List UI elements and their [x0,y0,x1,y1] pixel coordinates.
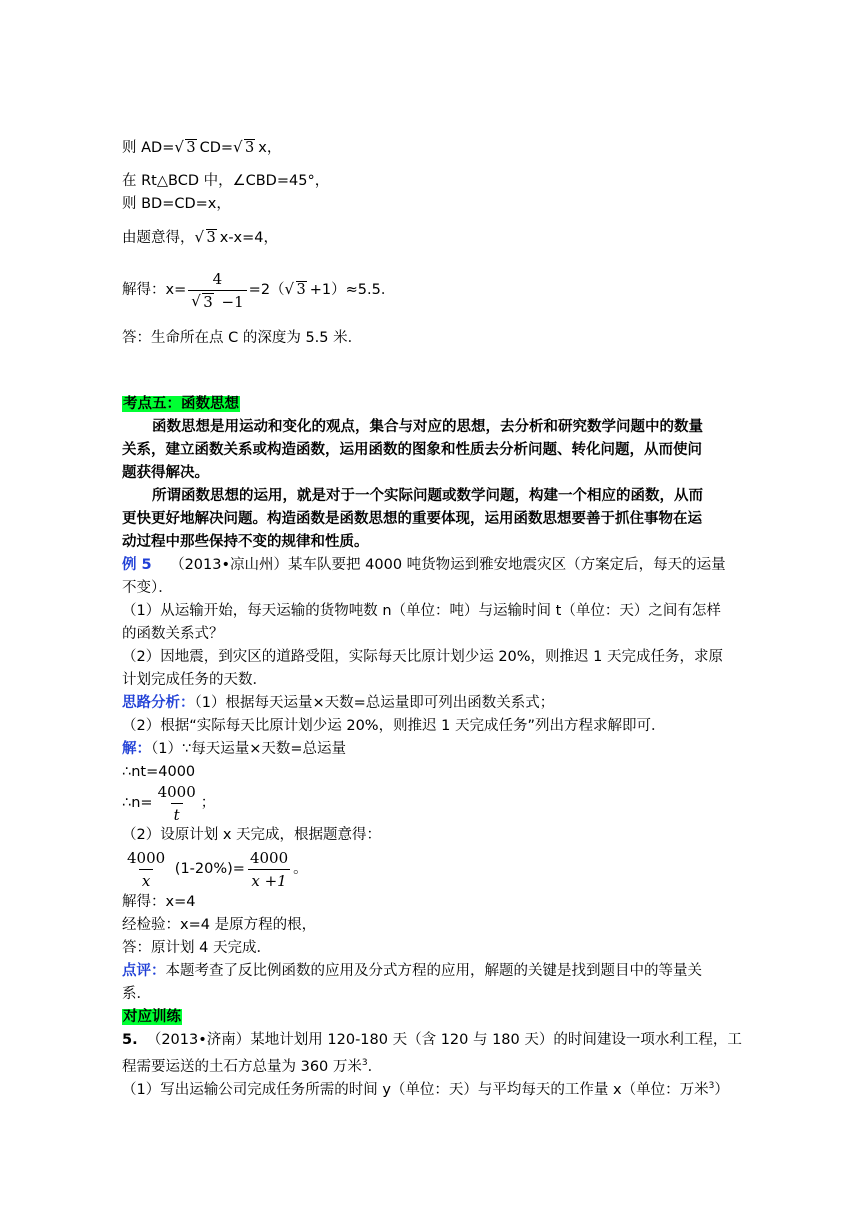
solution-answer-ex5: 答：原计划 4 天完成． [122,940,271,956]
fraction: $\frac{4000}{x +1}$ [249,848,289,890]
solution-label-line: 解：（1）∵每天运量×天数=总运量 [122,741,346,757]
example-stem-line2: 不变）． [122,580,173,596]
section-heading: 考点五：函数思想 [123,396,239,412]
solution-check: 经检验：x=4 是原方程的根， [122,917,317,933]
sqrt-3: √ 3 [174,138,196,158]
training-problem-line2: 程需要运送的土石方总量为 360 万米$^3$． [122,1058,383,1075]
sqrt-3: √ 3 [233,138,255,158]
solution-x4: 解得：x=4 [122,894,196,910]
solution-line-result: 解得：x= 4 √ 3 −1 =2（√ 3 +1）≈5.5． [122,267,395,313]
solution-nt: ∴nt=4000 [122,764,196,780]
analysis-line2: （2）根据“实际每天比原计划少运 20%，则推迟 1 天完成任务”列出方程求解即可． [122,718,666,734]
solution-line-bd: 则 BD=CD=x， [122,196,231,212]
training-heading: 对应训练 [123,1009,181,1025]
comment-line1: 点评：本题考查了反比例函数的应用及分式方程的应用，解题的关键是找到题目中的等量关 [122,963,702,979]
section-para2-line1: 所谓函数思想的运用，就是对于一个实际问题或数学问题，构建一个相应的函数，从而 [152,488,703,504]
fraction: $\frac{4000}{t}$ [157,782,196,824]
section-para1-line2: 关系，建立函数关系或构造函数，运用函数的图象和性质去分析问题、转化问题，从而使问 [122,442,702,458]
training-q1-line1: （1）写出运输公司完成任务所需的时间 y（单位：天）与平均每天的工作量 x（单位：万米$^3$） [122,1081,729,1098]
comment-line2: 系． [122,986,151,1002]
example-q1-line2: 的函数关系式？ [122,626,224,642]
section-para2-line3: 动过程中那些保持不变的规律和性质。 [122,534,369,550]
solution-part2-intro: （2）设原计划 x 天完成，根据题意得： [122,827,382,843]
solution-line-equation: 由题意得，√ 3 x-x=4， [122,228,278,248]
solution-n-fraction: ∴n= $\frac{4000}{t}$ ； [122,782,216,824]
section-para1-line1: 函数思想是用运动和变化的观点，集合与对应的思想，去分析和研究数学问题中的数量 [152,419,703,435]
solution-line-ad: 则 AD=√ 3 CD=√ 3 x， [122,138,281,158]
example-stem-line1: 例 5 （2013•凉山州）某车队要把 4000 吨货物运到雅安地震灾区（方案定后，每天的运量 [122,557,726,573]
analysis-line1: 思路分析：（1）根据每天运量×天数=总运量即可列出函数关系式； [122,695,555,711]
fraction: $\frac{4000}{x}$ [127,848,166,890]
solution-answer: 答：生命所在点 C 的深度为 5.5 米． [122,330,363,346]
example-q1-line1: （1）从运输开始，每天运输的货物吨数 n（单位：吨）与运输时间 t（单位：天）之间有怎样 [122,603,721,619]
section-para1-line3: 题获得解决。 [122,465,209,481]
training-problem-line1: 5. （2013•济南）某地计划用 120-180 天（含 120 与 180 天）的时间建设一项水利工程，工 [122,1032,742,1048]
example-q2-line2: 计划完成任务的天数． [122,672,267,688]
sqrt-3: √ 3 [285,267,307,313]
solution-equation: $\frac{4000}{x}$ (1-20%)= $\frac{4000}{x +1}$ 。 [122,846,308,892]
example-q2-line1: （2）因地震，到灾区的道路受阻，实际每天比原计划少运 20%，则推迟 1 天完成任务，求原 [122,649,724,665]
fraction: 4 √ 3 −1 [188,268,246,313]
section-para2-line2: 更快更好地解决问题。构造函数是函数思想的重要体现，运用函数思想要善于抓住事物在运 [122,511,702,527]
sqrt-3: √ 3 [195,228,217,248]
solution-line-rt: 在 Rt△BCD 中，∠CBD=45°， [122,173,330,189]
